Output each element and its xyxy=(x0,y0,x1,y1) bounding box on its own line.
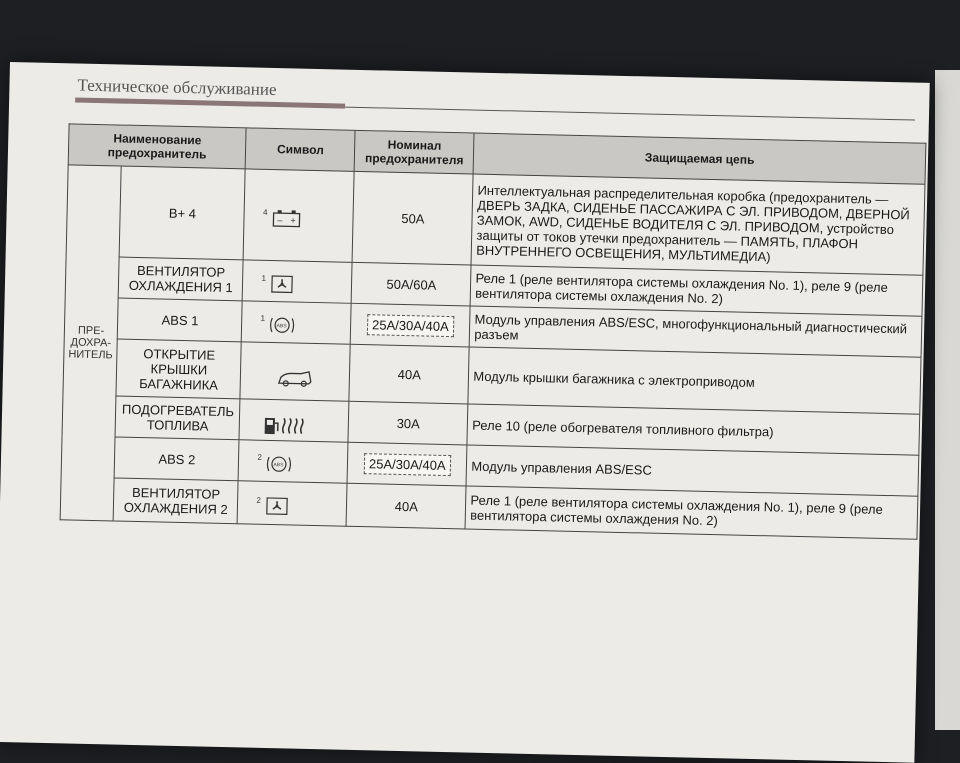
header-rule xyxy=(345,107,915,121)
fuse-rating: 40A xyxy=(349,344,469,404)
fuse-symbol xyxy=(238,440,348,483)
group-label: ПРЕ-ДОХРА-НИТЕЛЬ xyxy=(60,165,121,521)
symbol-number: 1 xyxy=(260,313,266,323)
fuse-symbol xyxy=(240,342,350,401)
symbol-number: 4 xyxy=(262,207,268,217)
fuse-name: ВЕНТИЛЯТОР ОХЛАЖДЕНИЯ 2 xyxy=(113,478,238,524)
cooling-fan-icon xyxy=(265,495,289,516)
fuse-name: ПОДОГРЕВАТЕЛЬ ТОПЛИВА xyxy=(115,396,240,440)
fuse-rating xyxy=(347,442,467,486)
fuse-symbol xyxy=(237,481,347,526)
header-symbol: Символ xyxy=(245,128,355,171)
section-title: Техническое обслуживание xyxy=(77,75,277,100)
fuse-circuit: Реле 10 (реле обогревателя топливного фильтра) xyxy=(467,404,919,455)
fuse-rating: 30A xyxy=(348,401,468,445)
car-tailgate-icon xyxy=(277,367,313,388)
abs-icon xyxy=(266,452,292,475)
fuse-rating xyxy=(351,303,471,347)
fuse-name: ВЕНТИЛЯТОР ОХЛАЖДЕНИЯ 1 xyxy=(119,257,244,301)
fuse-symbol xyxy=(239,399,349,442)
fuse-table xyxy=(60,123,927,539)
symbol-number: 2 xyxy=(257,452,263,462)
fuse-circuit: Модуль управления ABS/ESC xyxy=(466,445,918,496)
fuse-rating: 40A xyxy=(346,483,466,529)
fuse-symbol xyxy=(242,260,352,303)
fuse-circuit: Модуль управления ABS/ESC, многофункциональный диагностический разъем xyxy=(469,306,921,357)
fuse-name: B+ 4 xyxy=(119,166,245,260)
svg-text:+: + xyxy=(290,214,296,226)
fuse-circuit: Модуль крышки багажника с электроприводом xyxy=(468,347,921,414)
fuse-circuit: Реле 1 (реле вентилятора системы охлаждения No. 1), реле 9 (реле вентилятора системы охлаждения No. 2) xyxy=(465,486,918,539)
section-title-bar xyxy=(75,97,345,108)
rating-correction-label: 25A/30A/40A xyxy=(367,314,454,337)
fuse-rating: 50A/60A xyxy=(351,262,471,306)
svg-text:ABS: ABS xyxy=(276,322,287,329)
header-name: Наименование предохранитель xyxy=(68,124,246,169)
facing-page-edge xyxy=(935,70,960,730)
header-rating: Номинал предохранителя xyxy=(354,130,474,174)
svg-text:ABS: ABS xyxy=(273,461,284,468)
battery-icon xyxy=(271,207,301,228)
fuse-circuit: Реле 1 (реле вентилятора системы охлаждения No. 1), реле 9 (реле вентилятора системы охлаждения No. 2) xyxy=(470,265,922,316)
fuel-heater-icon xyxy=(262,415,306,438)
fuse-name: ОТКРЫТИЕ КРЫШКИ БАГАЖНИКА xyxy=(116,339,241,399)
fuse-rating: 50A xyxy=(352,171,473,265)
symbol-number: 2 xyxy=(256,495,262,505)
cooling-fan-icon xyxy=(270,273,294,294)
fuse-name: ABS 1 xyxy=(118,298,243,342)
rating-correction-label: 25A/30A/40A xyxy=(364,453,451,476)
abs-icon xyxy=(269,313,295,336)
fuse-circuit: Интеллектуальная распределительная коробка (предохранитель — ДВЕРЬ ЗАДКА, СИДЕНЬЕ ПАССАЖИРА С ЭЛ. ПРИВОДОМ, ДВЕРНОЙ ЗАМОК, AWD, СИДЕНЬЕ ВОДИТЕЛЯ С ЭЛ. ПРИВОДОМ, устройство защиты от токов утечки предохранитель — ПАМЯТЬ, ПЛАФОН ВНУТРЕННЕГО ОСВЕЩЕНИЯ, МУЛЬТИМЕДИА) xyxy=(471,174,925,275)
fuse-symbol xyxy=(243,169,354,262)
fuse-name: ABS 2 xyxy=(114,437,239,481)
manual-page xyxy=(0,62,930,763)
header-circuit: Защищаемая цепь xyxy=(473,133,925,184)
svg-text:–: – xyxy=(277,214,283,225)
fuse-symbol xyxy=(242,301,352,344)
symbol-number: 1 xyxy=(261,273,267,283)
